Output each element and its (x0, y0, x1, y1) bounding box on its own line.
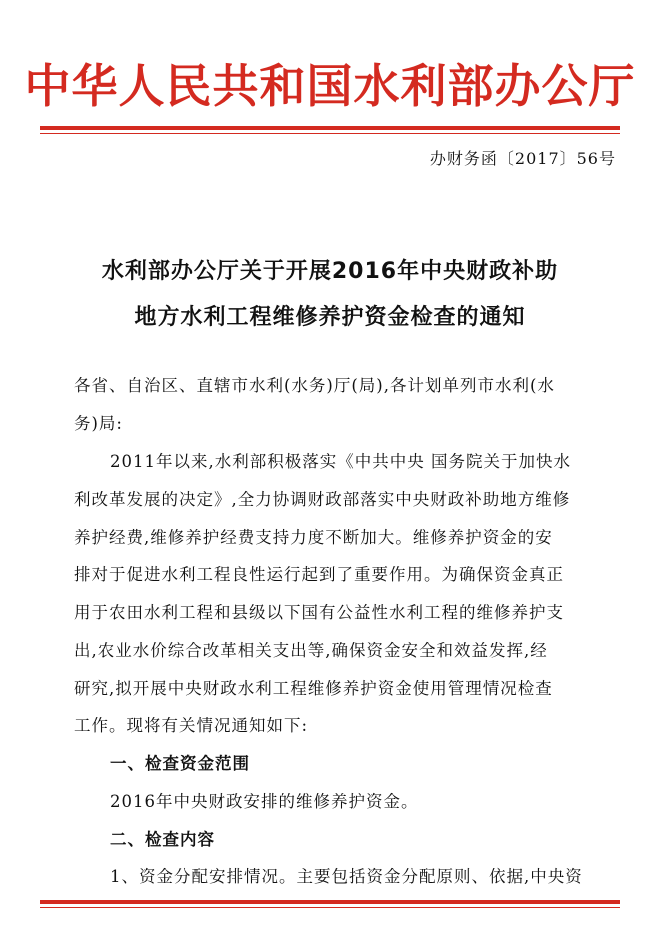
footer-rule-thick (40, 900, 620, 904)
paragraph-line: 利改革发展的决定》,全力协调财政部落实中央财政补助地方维修 (74, 490, 571, 509)
masthead-rule-thin (40, 133, 620, 134)
paragraph-line: 出,农业水价综合改革相关支出等,确保资金安全和效益发挥,经 (74, 641, 548, 660)
footer-rule-thin (40, 907, 620, 908)
masthead: 中华人民共和国水利部办公厅 (24, 59, 636, 113)
paragraph-line: 2011年以来,水利部积极落实《中共中央 国务院关于加快水 (110, 452, 571, 471)
paragraph-line: 研究,拟开展中央财政水利工程维修养护资金使用管理情况检查 (74, 679, 553, 698)
section-2-text: 1、资金分配安排情况。主要包括资金分配原则、依据,中央资 (110, 867, 583, 886)
masthead-rule-thick (40, 126, 620, 130)
section-1-text: 2016年中央财政安排的维修养护资金。 (110, 792, 419, 811)
paragraph-line: 排对于促进水利工程良性运行起到了重要作用。为确保资金真正 (74, 565, 564, 584)
document-number: 办财务函〔2017〕56号 (429, 149, 616, 168)
document-title-line-2: 地方水利工程维修养护资金检查的通知 (134, 305, 526, 330)
section-2-heading: 二、检查内容 (110, 830, 215, 849)
section-1-heading: 一、检查资金范围 (110, 754, 250, 773)
paragraph-line: 养护经费,维修养护经费支持力度不断加大。维修养护资金的安 (74, 528, 553, 547)
paragraph-line: 工作。现将有关情况通知如下: (74, 716, 309, 735)
salutation-line-1: 各省、自治区、直辖市水利(水务)厅(局),各计划单列市水利(水 (74, 376, 555, 395)
paragraph-line: 用于农田水利工程和县级以下国有公益性水利工程的维修养护支 (74, 603, 564, 622)
document-title-line-1: 水利部办公厅关于开展2016年中央财政补助 (101, 259, 559, 284)
salutation-line-2: 务)局: (74, 414, 123, 433)
